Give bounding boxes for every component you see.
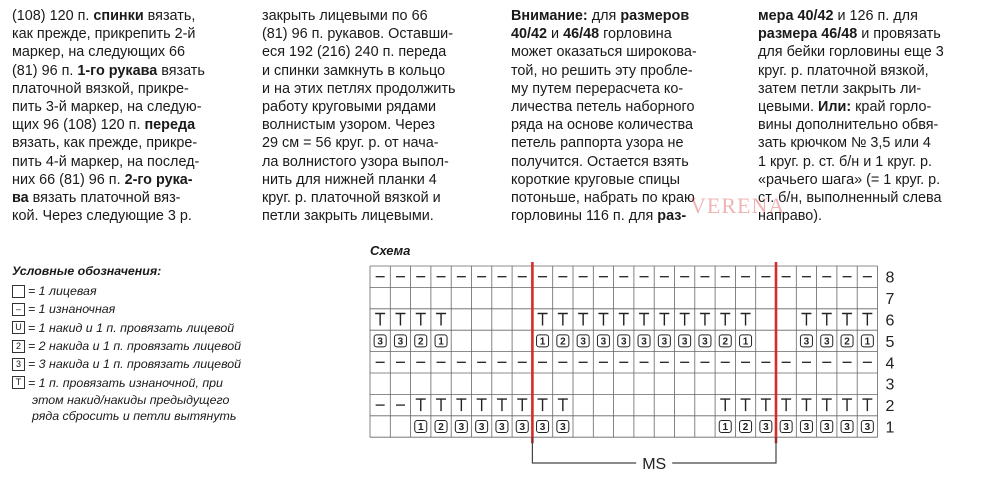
yarnover-3-icon-label: 3: [560, 422, 566, 433]
text-segment: петель раппорта узора не: [511, 135, 684, 152]
text-segment: потоньше, набрать по краю: [511, 189, 695, 206]
row-number: 1: [885, 419, 895, 437]
yarnover-3-icon-label: 3: [763, 422, 769, 433]
drop-yarnover-icon: [477, 399, 487, 411]
yarnover-2-icon-label: 2: [417, 336, 424, 348]
drop-yarnover-icon: [862, 399, 872, 411]
drop-yarnover-icon: [578, 314, 588, 326]
text-segment: них 66 (81) 96 п.: [12, 171, 125, 188]
drop-yarnover-icon: [497, 399, 507, 411]
text-segment: круг. р. платочной вязкой и: [262, 189, 441, 206]
text-segment: ряда на основе количества: [511, 117, 693, 134]
legend-text-continuation: этом накид/накиды предыдущего: [32, 392, 230, 407]
text-segment: 29 см = 56 круг. р. от нача-: [262, 135, 439, 152]
yarnover-3-icon-label: 3: [397, 336, 404, 348]
text-segment: вины дополнительно обвя-: [758, 117, 939, 134]
yarnover-3-icon-label: 3: [783, 422, 789, 433]
yarnover-3-icon-label: 3: [600, 336, 607, 348]
drop-yarnover-icon: [375, 314, 385, 326]
bold-term: размеров: [620, 8, 690, 24]
drop-yarnover-icon: [842, 399, 852, 411]
text-segment: маркер, на следующих 66: [12, 44, 186, 61]
text-segment: затем петли закрыть ли-: [758, 80, 922, 97]
drop-yarnover-icon: [395, 314, 405, 326]
yarnover-3-icon-label: 3: [681, 336, 688, 348]
yarnover-3-icon-label: 3: [844, 422, 850, 433]
text-segment: зать крючком № 3,5 или 4: [758, 135, 931, 152]
bold-term: 2-го рука-: [124, 171, 193, 188]
yarnover-1-icon: U: [12, 321, 25, 334]
text-segment: как прежде, прикрепить 2-й: [12, 26, 196, 43]
legend-text: = 1 изнаночная: [28, 302, 116, 317]
drop-yarnover-icon: [801, 399, 811, 411]
text-segment: круг. р. платочной вязкой,: [758, 62, 929, 79]
drop-yarnover-icon: [720, 314, 730, 326]
yarnover-2-icon-label: 2: [844, 336, 850, 348]
yarnover-3-icon-label: 3: [661, 336, 668, 348]
purl-dash-icon: –: [12, 303, 25, 316]
text-segment: му путем перерасчета ко-: [511, 80, 684, 97]
text-segment: платочной вязкой, прикре-: [12, 80, 189, 97]
drop-yarnover-icon: [436, 314, 446, 326]
drop-yarnover-icon: [741, 399, 751, 411]
text-segment: цевыми.: [758, 98, 819, 115]
text-segment: 1 круг. р. ст. б/н и 1 круг. р.: [758, 153, 933, 170]
bold-term: размера 46/48: [758, 26, 858, 43]
text-segment: ла волнистого узора выпол-: [262, 153, 449, 170]
drop-yarnover-icon: [659, 314, 669, 326]
bold-term: Внимание:: [511, 8, 588, 24]
yarnover-3-icon-label: 3: [478, 422, 485, 433]
legend-title: Условные обозначения:: [12, 264, 162, 278]
drop-yarnover-icon: [862, 314, 872, 326]
drop-yarnover-icon: [842, 314, 852, 326]
text-segment: вязать, как прежде, прикре-: [12, 135, 198, 152]
drop-yarnover-icon: [538, 399, 548, 411]
drop-yarnover-icon: [598, 314, 608, 326]
bold-term: 46/48: [563, 26, 600, 43]
text-segment: еся 192 (216) 240 п. переда: [262, 44, 447, 61]
text-segment: горловины 116 п. для: [511, 208, 658, 225]
text-segment: для: [587, 8, 621, 24]
drop-yarnover-icon: [822, 314, 832, 326]
text-segment: «рачьего шага» (= 1 круг. р.: [758, 171, 941, 188]
bold-term: 1-го рукава: [77, 62, 158, 79]
yarnover-3-icon-label: 3: [377, 336, 383, 348]
bold-term: мера 40/42: [758, 8, 834, 24]
text-segment: пить 3-й маркер, на следую-: [12, 98, 202, 115]
text-segment: закрыть лицевыми по 66: [262, 8, 428, 24]
text-segment: нить для нижней планки 4: [262, 171, 437, 188]
legend-text: = 3 накида и 1 п. провязать лицевой: [28, 357, 242, 372]
drop-yarnover-icon: [436, 399, 446, 411]
drop-yarnover-icon: T: [12, 376, 25, 389]
text-segment: край горло-: [851, 98, 932, 115]
yarnover-1-icon-label: 1: [417, 422, 424, 433]
legend-text: = 1 п. провязать изнаночной, при: [28, 375, 223, 390]
text-segment: и: [547, 26, 564, 43]
row-number: 5: [885, 333, 895, 351]
bold-term: переда: [144, 117, 196, 134]
drop-yarnover-icon: [416, 399, 426, 411]
yarnover-3-icon-label: 3: [580, 336, 586, 348]
text-segment: той, но решить эту пробле-: [511, 62, 693, 79]
bold-term: спинки: [93, 8, 144, 24]
drop-yarnover-icon: [822, 399, 832, 411]
drop-yarnover-icon: [781, 399, 791, 411]
drop-yarnover-icon: [456, 399, 466, 411]
yarnover-1-icon-label: 1: [438, 336, 444, 348]
yarnover-3-icon-label: 3: [458, 422, 465, 433]
text-segment: (108) 120 п.: [12, 8, 94, 24]
yarnover-3-icon-label: 3: [823, 336, 830, 348]
yarnover-3-icon: 3: [12, 358, 25, 371]
drop-yarnover-icon: [700, 314, 710, 326]
bold-term: 40/42: [511, 26, 548, 43]
text-segment: пить 4-й маркер, на послед-: [12, 153, 200, 170]
bold-term: раз-: [657, 208, 687, 225]
drop-yarnover-icon: [538, 314, 548, 326]
text-segment: личества петель наборного: [511, 98, 695, 115]
text-segment: кой. Через следующие 3 р.: [12, 208, 192, 225]
yarnover-3-icon-label: 3: [499, 422, 505, 433]
text-segment: вязать платочной вяз-: [28, 189, 181, 206]
yarnover-2-icon-label: 2: [438, 422, 444, 433]
text-segment: и провязать: [857, 26, 941, 43]
yarnover-2-icon-label: 2: [560, 336, 566, 348]
drop-yarnover-icon: [720, 399, 730, 411]
watermark: VERENA: [690, 193, 786, 218]
text-segment: вязать,: [143, 8, 196, 24]
text-segment: щих 96 (108) 120 п.: [12, 117, 145, 134]
row-number: 7: [885, 291, 895, 309]
legend-text: = 1 лицевая: [28, 284, 97, 299]
drop-yarnover-icon: [619, 314, 629, 326]
text-segment: может оказаться широкова-: [511, 44, 697, 61]
text-segment: и спинки замкнуть в кольцо: [262, 62, 446, 79]
legend-text: = 2 накида и 1 п. провязать лицевой: [28, 339, 242, 354]
drop-yarnover-icon: [416, 314, 426, 326]
row-number: 8: [885, 269, 895, 287]
legend-text-continuation: ряда сбросить и петли вытянуть: [32, 408, 237, 423]
text-segment: и 126 п. для: [833, 8, 918, 24]
row-number: 6: [885, 312, 895, 330]
drop-yarnover-icon: [761, 399, 771, 411]
yarnover-3-icon-label: 3: [539, 422, 546, 433]
drop-yarnover-icon: [741, 314, 751, 326]
drop-yarnover-icon: [558, 314, 568, 326]
yarnover-3-icon-label: 3: [620, 336, 627, 348]
drop-yarnover-icon: [517, 399, 527, 411]
text-segment: (81) 96 п. рукавов. Оставши-: [262, 26, 454, 43]
drop-yarnover-icon: [680, 314, 690, 326]
text-segment: горловина: [599, 26, 672, 43]
text-segment: и на этих петлях продолжить: [262, 80, 456, 97]
yarnover-1-icon-label: 1: [722, 422, 729, 433]
schema-title: Схема: [370, 243, 411, 258]
yarnover-3-icon-label: 3: [702, 336, 708, 348]
drop-yarnover-icon: [639, 314, 649, 326]
yarnover-3-icon-label: 3: [519, 422, 526, 433]
text-segment: вязать: [157, 62, 205, 79]
drop-yarnover-icon: [558, 399, 568, 411]
text-segment: получится. Остается взять: [511, 153, 689, 170]
text-segment: для бейки горловины еще 3: [758, 44, 944, 61]
yarnover-3-icon-label: 3: [803, 336, 810, 348]
repeat-label: MS: [642, 456, 667, 473]
text-segment: направо).: [758, 208, 823, 225]
row-number: 3: [885, 376, 895, 394]
yarnover-2-icon: 2: [12, 340, 25, 353]
yarnover-2-icon-label: 2: [742, 422, 749, 433]
bold-term: ва: [12, 189, 29, 206]
text-segment: работу круговыми рядами: [262, 98, 437, 115]
yarnover-3-icon-label: 3: [823, 422, 830, 433]
drop-yarnover-icon: [801, 314, 811, 326]
text-segment: петли закрыть лицевыми.: [262, 208, 434, 225]
text-segment: волнистым узором. Через: [262, 117, 435, 134]
text-segment: ст. б/н, выполненный слева: [758, 189, 942, 206]
row-number: 4: [885, 355, 895, 373]
yarnover-1-icon-label: 1: [864, 336, 871, 348]
text-segment: короткие круговые спицы: [511, 171, 680, 188]
text-segment: (81) 96 п.: [12, 62, 78, 79]
yarnover-2-icon-label: 2: [722, 336, 729, 348]
yarnover-3-icon-label: 3: [641, 336, 647, 348]
yarnover-3-icon-label: 3: [803, 422, 810, 433]
legend-text: = 1 накид и 1 п. провязать лицевой: [28, 320, 235, 335]
yarnover-1-icon-label: 1: [742, 336, 749, 348]
bold-term: Или:: [818, 98, 852, 115]
row-number: 2: [885, 398, 895, 416]
yarnover-1-icon-label: 1: [539, 336, 546, 348]
yarnover-3-icon-label: 3: [864, 422, 871, 433]
